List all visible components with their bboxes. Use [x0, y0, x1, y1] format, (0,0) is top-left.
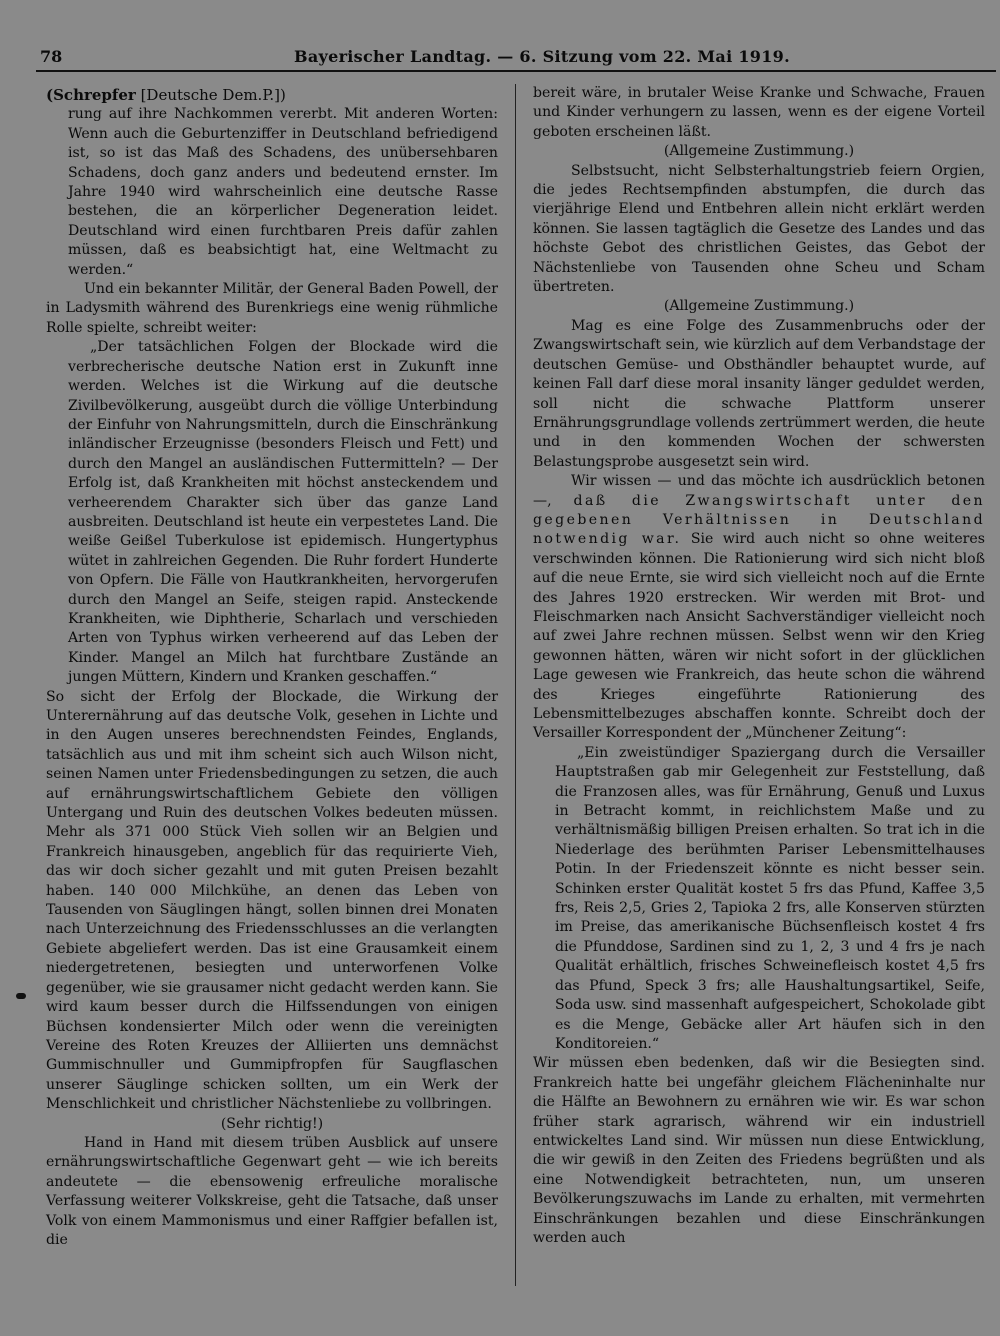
block-quote	[46, 338, 498, 687]
paragraph: Mag es eine Folge des Zusammenbruchs oder der Zwangswirtschaft sein, wie kürzlich auf dem Verbandstage der deutschen Gemüse- und Obsthändler behauptet wurde, auf keinen Fall darf diese moral insanity länger geduldet werden, soll nicht die schwache Plattform unserer Ernährungsgrundlage vollends zertrümmert werden, die heute und in den kommenden Wochen der schwersten Belastungsprobe ausgesetzt sein wird.	[533, 317, 985, 470]
running-title: Bayerischer Landtag. — 6. Sitzung vom 22. Mai 1919.	[294, 47, 790, 66]
page-number: 78	[40, 47, 63, 66]
paragraph-rest: Sie wird auch nicht so ohne weiteres verschwinden können. Die Rationierung wird sich nicht bloß auf die neue Ernte, sie wird sich vielleicht noch auf die Ernte des Jahres 1920 erstrecken. Wir werden mit Brot- und Fleischmarken nach Ansicht Sachverständiger vielleicht noch auf zwei Jahre rechnen müssen. Selbst wenn wir den Krieg gewonnen hätten, wären wir nicht sofort in der glücklichen Lage gewesen wie Frankreich, das heute schon die während des Krieges eingeführte Rationierung des Lebensmittelbezuges abschaffen konnte. Schreibt doch der Versailler Korrespondent der „Münchener Zeitung“:	[533, 531, 985, 742]
speaker-party: [Deutsche Dem.P.])	[135, 86, 286, 104]
speaker-line	[46, 86, 498, 105]
paragraph-lead: Wir wissen — und das möchte ich ausdrücklich betonen —,	[533, 473, 985, 509]
emphasized-text: daß die Zwangswirtschaft unter den gegebenen Verhältnissen in Deutschland notwendig war.	[533, 492, 985, 548]
paragraph: Selbstsucht, nicht Selbsterhaltungstrieb feiern Orgien, die jedes Rechtsempfinden abstumpfen, die durch das vierjährige Elend und Entbehren allein nicht erklärt werden können. Sie lassen tagtäglich die Gesetze des Landes und das höchste Gebot des christlichen Geistes, das Gebot der Nächstenliebe von Tausenden ohne Scheu und Scham übertreten.	[533, 162, 985, 296]
header-rule	[36, 70, 996, 72]
paragraph	[533, 472, 985, 744]
column-divider	[515, 84, 516, 1286]
interjection: (Allgemeine Zustimmung.)	[663, 143, 855, 160]
paragraph: bereit wäre, in brutaler Weise Kranke und Schwache, Frauen und Kinder verhungern zu lassen, wenn es der eigene Vorteil geboten erscheinen läßt.	[533, 85, 985, 140]
paragraph: rung auf ihre Nachkommen vererbt. Mit anderen Worten: Wenn auch die Geburtenziffer in Deutschland befriedigend ist, so ist das Maß des Schadens, des unübersehbaren Schadens, doch ganz anders und bedeutend ernster. Im Jahre 1940 wird wahrscheinlich eine deutsche Rasse bestehen, die an körperlicher Degeneration leidet. Deutschland wird einen furchtbaren Preis dafür zahlen müssen, daß es beabsichtigt hat, eine Weltmacht zu werden.“	[68, 106, 498, 278]
interjection: (Sehr richtig!)	[220, 1115, 324, 1132]
quote-text: „Ein zweistündiger Spaziergang durch die Versailler Hauptstraßen gab mir Gelegenheit zur Feststellung, daß die Franzosen alles, was für Ernährung, Genuß und Luxus in Betracht kommt, in reichlichstem Maße und zu verhältnismäßig billigen Preisen erhalten. So trat ich in die Niederlage des berühmten Pariser Lebensmittelhauses Potin. In der Friedenszeit könnte es nicht besser sein. Schinken erster Qualität kostet 5 frs das Pfund, Kaffee 3,5 frs, Reis 2,5, Gries 2, Tapioka 2 frs, alle Konserven stürzten im Preise, das amerikanische Büchsenfleisch kostet 4 frs die Pfunddose, Sardinen sind zu 1, 2, 3 und 4 frs je nach Qualität erhältlich, frisches Schweinefleisch kostet 4,5 frs das Pfund, Speck 3 frs; alle Haushaltungsartikel, Seife, Soda usw. sind massenhaft aufgespeichert, Schokolade gibt es die Menge, Gebäcke aller Art häufen sich in den Konditoreien.“	[555, 744, 985, 1052]
quote-text: „Der tatsächlichen Folgen der Blockade wird die verbrecherische deutsche Nation erst in Zukunft inne werden. Welches ist die Wirkung auf die deutsche Zivilbevölkerung, ausgeübt durch die völlige Unterbindung der Einfuhr von Nahrungsmitteln, durch die Einschränkung inländischer Erzeugnisse (besonders Fleisch und Fett) und durch den Mangel an ausländischen Futtermitteln? — Der Erfolg ist, daß Krankheiten mit höchst ansteckendem und verheerendem Charakter sich über das ganze Land ausbreiten. Deutschland ist heute ein verpestetes Land. Die weiße Geißel Tuberkulose ist epidemisch. Hungertyphus wütet in zahlreichen Gegenden. Die Ruhr fordert Hunderte von Opfern. Die Fälle von Hautkrankheiten, hervorgerufen durch den Mangel an Seife, steigen rapid. Ansteckende Krankheiten, wie Diphtherie, Scharlach und verschieden Arten von Typhus wirken verheerend auf das Leben der Kinder. Mangel an Milch hat furchtbare Zustände an jungen Müttern, Kindern und Kranken geschaffen.“	[68, 339, 498, 686]
block-quote	[533, 744, 985, 1055]
page-header	[36, 42, 996, 68]
margin-mark	[16, 993, 26, 999]
left-column	[46, 86, 498, 1250]
speaker-name: (Schrepfer	[46, 86, 136, 104]
paragraph: Wir müssen eben bedenken, daß wir die Besiegten sind. Frankreich hatte bei ungefähr gleichem Flächeninhalte nur die Hälfte an Bewohnern zu ernähren wie wir. Es war schon früher stark agrarisch, während wir ein industriell entwickeltes Land sind. Wir müssen nun diese Entwicklung, die wir gewiß in den Zeiten des Friedens begrüßten und als eine Notwendigkeit betrachteten, nun, um unseren Bevölkerungszuwachs im Lande zu erhalten, mit vermehrten Einschränkungen bezahlen und diese Einschränkungen werden auch	[533, 1055, 985, 1246]
right-column	[533, 84, 985, 1248]
paragraph: So sicht der Erfolg der Blockade, die Wirkung der Unterernährung auf das deutsche Volk, gesehen in Lichte und in den Augen unseres berechnendsten Feindes, Englands, tatsächlich aus und mit ihm scheint sich auch Wilson nicht, seinen Namen unter Friedensbedingungen zu setzen, die auch auf ernährungswirtschaftlichem Gebiete den völligen Untergang und Ruin des deutschen Volkes bedeuten müssen. Mehr als 371 000 Stück Vieh sollen wir an Belgien und Frankreich hinausgeben, angeblich für das requirierte Vieh, das wir doch sicher gezahlt und mit guten Preisen bezahlt haben. 140 000 Milchkühe, an denen das Leben von Tausenden von Säuglingen hängt, sollen binnen drei Monaten nach Unterzeichnung des Friedensschlusses an die verlangten Gebiete abgeliefert werden. Das ist eine Grausamkeit einem niedergetretenen, besiegten und unterworfenen Volke gegenüber, wie sie grausamer nicht gedacht werden kann. Sie wird kaum besser durch die Hilfssendungen von einigen Büchsen kondensierter Milch oder wenn die vereinigten Vereine des Roten Kreuzes der Alliierten uns demnächst Gummischnuller und Gummipfropfen für Saugflaschen unserer Säuglinge schicken sollten, um ein Werk der Menschlichkeit und christlicher Nächstenliebe zu vollbringen.	[46, 688, 498, 1113]
paragraph: Hand in Hand mit diesem trüben Ausblick auf unsere ernährungswirtschaftliche Gegenwart geht — wie ich bereits andeutete — die ebensowenig erfreuliche moralische Verfassung weiterer Volkskreise, geht die Tatsache, daß unser Volk von einem Mammonismus und einer Raffgier befallen ist, die	[46, 1134, 498, 1248]
interjection: (Allgemeine Zustimmung.)	[663, 298, 855, 315]
paragraph: Und ein bekannter Militär, der General Baden Powell, der in Ladysmith während des Burenkriegs eine wenig rühmliche Rolle spielte, schreibt weiter:	[46, 281, 498, 336]
